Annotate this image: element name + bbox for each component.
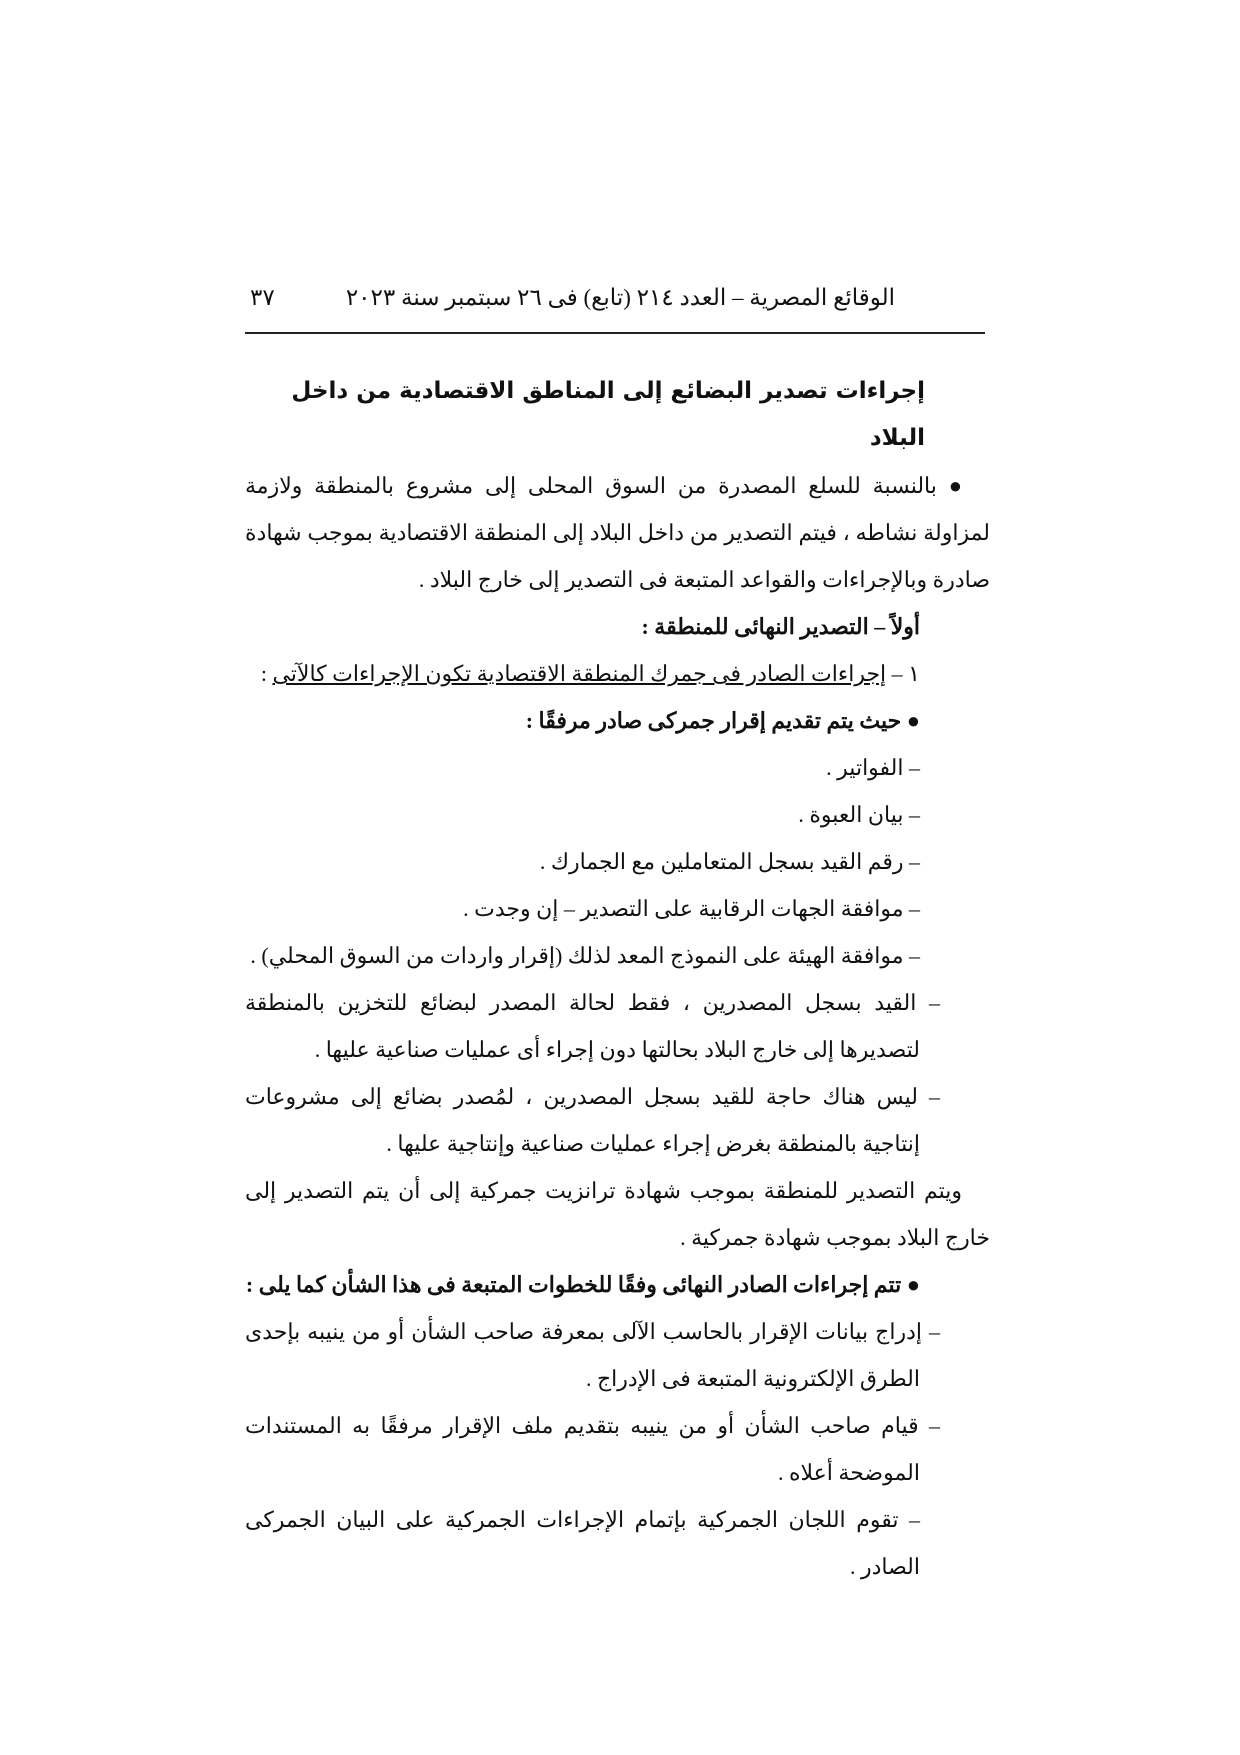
procedure-step: – إدراج بيانات الإقرار بالحاسب الآلى بمعرفة صاحب الشأن أو من ينيبه بإحدى الطرق الإلكترونية المتبعة فى الإدراج . [245, 1319, 940, 1391]
step-1-text: إجراءات الصادر فى جمرك المنطقة الاقتصادية تكون الإجراءات كالآتى [272, 661, 887, 686]
step-1-number: ١ – [891, 661, 920, 686]
document-item: – القيد بسجل المصدرين ، فقط لحالة المصدر لبضائع للتخزين بالمنطقة لتصديرها إلى خارج البلاد بحالتها دون إجراء أى عمليات صناعية عليها . [245, 990, 940, 1062]
document-item: – رقم القيد بسجل المتعاملين مع الجمارك . [539, 849, 920, 874]
steps-intro: ● تتم إجراءات الصادر النهائى وفقًا للخطوات المتبعة فى هذا الشأن كما يلى : [245, 1272, 920, 1297]
document-item: – ليس هناك حاجة للقيد بسجل المصدرين ، لمُصدر بضائع إلى مشروعات إنتاجية بالمنطقة بغرض إجراء عمليات صناعية وإنتاجية عليها . [245, 1084, 940, 1156]
step-1-colon: : [260, 661, 267, 686]
section-heading: إجراءات تصدير البضائع إلى المناطق الاقتصادية من داخل البلاد [291, 378, 925, 451]
document-body [245, 368, 990, 1590]
documents-intro: ● حيث يتم تقديم إقرار جمركى صادر مرفقًا : [525, 708, 920, 733]
page-number: ٣٧ [250, 285, 275, 310]
document-item: – بيان العبوة . [798, 802, 920, 827]
subsection-title: أولاً – التصدير النهائى للمنطقة : [641, 614, 920, 639]
header-divider [245, 332, 985, 334]
gazette-header-title: الوقائع المصرية – العدد ٢١٤ (تابع) فى ٢٦ سبتمبر سنة ٢٠٢٣ [345, 285, 895, 310]
procedure-step: – قيام صاحب الشأن أو من ينيبه بتقديم ملف الإقرار مرفقًا به المستندات الموضحة أعلاه . [245, 1413, 940, 1485]
step-1-line [245, 650, 990, 697]
document-item: – موافقة الجهات الرقابية على التصدير – إن وجدت . [463, 896, 920, 921]
document-item: – موافقة الهيئة على النموذج المعد لذلك (إقرار واردات من السوق المحلي) . [250, 943, 920, 968]
transit-paragraph: ويتم التصدير للمنطقة بموجب شهادة ترانزيت جمركية إلى أن يتم التصدير إلى خارج البلاد بموجب شهادة جمركية . [245, 1178, 990, 1250]
procedure-step: – تقوم اللجان الجمركية بإتمام الإجراءات الجمركية على البيان الجمركى الصادر . [245, 1507, 920, 1579]
document-item: – الفواتير . [826, 755, 920, 780]
intro-paragraph: ● بالنسبة للسلع المصدرة من السوق المحلى إلى مشروع بالمنطقة ولازمة لمزاولة نشاطه ، فيتم التصدير من داخل البلاد إلى المنطقة الاقتصادية بموجب شهادة صادرة وبالإجراءات والقواعد المتبعة فى التصدير إلى خارج البلاد . [245, 473, 990, 592]
